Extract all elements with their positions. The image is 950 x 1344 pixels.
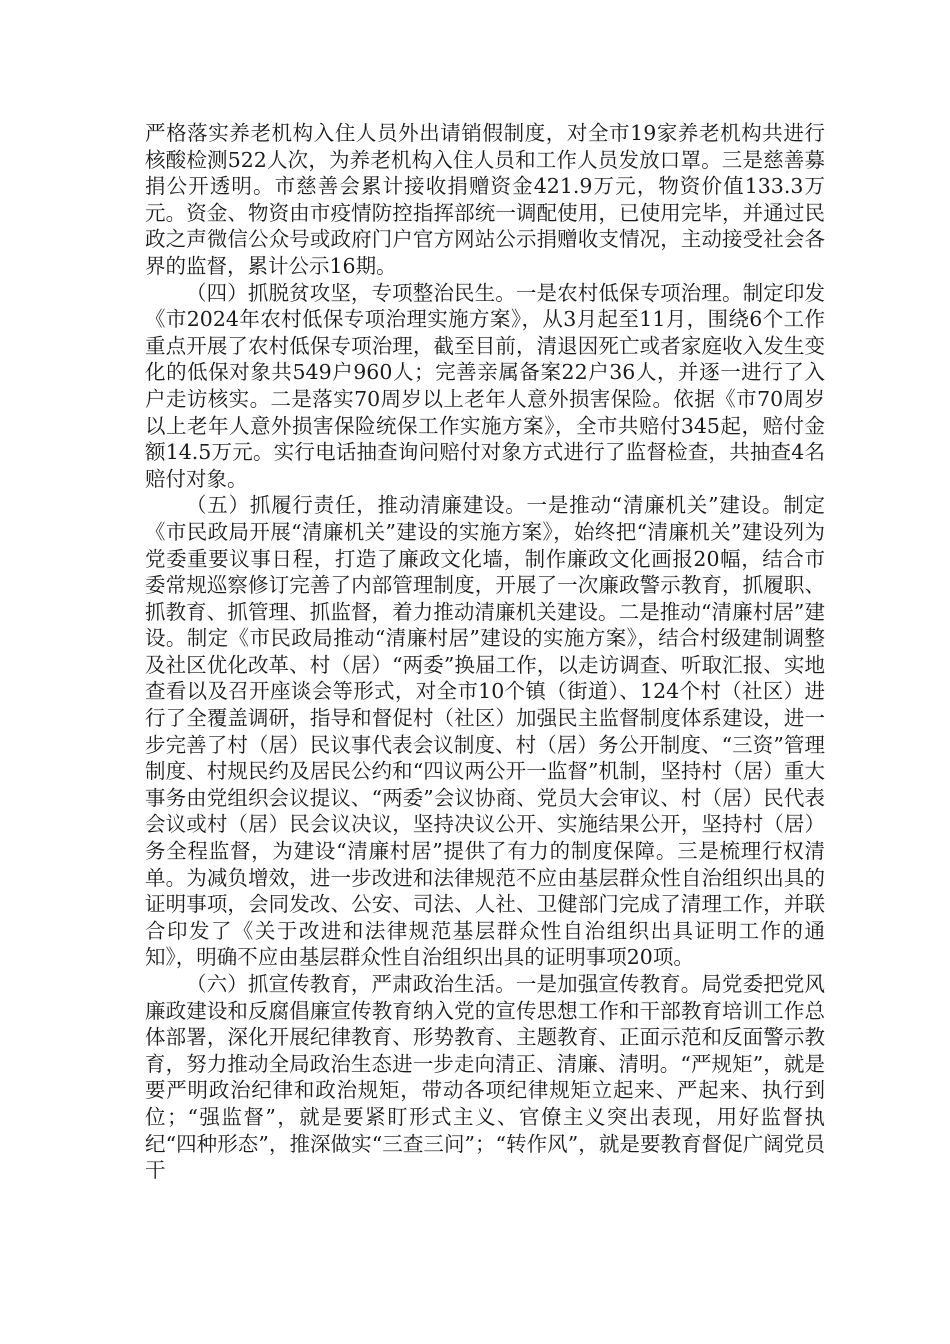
paragraph-2-poverty-alleviation: （四）抓脱贫攻坚，专项整治民生。一是农村低保专项治理。制定印发《市2024年农村低保专项治理实施方案》，从3月起至11月，围绕6个工作重点开展了农村低保专项治理，截至目前，清退因死亡或者家庭收入发生变化的低保对象共549户960人；完善亲属备案22户36人，并逐一进行了入户走访核实。二是落实70周岁以上老年人意外损害保险。依据《市70周岁以上老年人意外损害保险统保工作实施方案》，全市共赔付345起，赔付金额14.5万元。实行电话抽查询问赔付对象方式进行了监督检查，共抽查4名赔付对象。 bbox=[145, 280, 825, 491]
paragraph-3-clean-governance: （五）抓履行责任，推动清廉建设。一是推动“清廉机关”建设。制定《市民政局开展“清廉机关”建设的实施方案》，始终把“清廉机关”建设列为党委重要议事日程，打造了廉政文化墙，制作廉政文化画报20幅，结合市委常规巡察修订完善了内部管理制度，开展了一次廉政警示教育，抓履职、抓教育、抓管理、抓监督，着力推动清廉机关建设。二是推动“清廉村居”建设。制定《市民政局推动“清廉村居”建设的实施方案》，结合村级建制调整及社区优化改革、村（居）“两委”换届工作，以走访调查、听取汇报、实地查看以及召开座谈会等形式，对全市10个镇（街道）、124个村（社区）进行了全覆盖调研，指导和督促村（社区）加强民主监督制度体系建设，进一步完善了村（居）民议事代表会议制度、村（居）务公开制度、“三资”管理制度、村规民约及居民公约和“四议两公开一监督”机制，坚持村（居）重大事务由党组织会议提议、“两委”会议协商、党员大会审议、村（居）民代表会议或村（居）民会议决议，坚持决议公开、实施结果公开，坚持村（居）务全程监督，为建设“清廉村居”提供了有力的制度保障。三是梳理行权清单。为减负增效，进一步改进和法律规范不应由基层群众性自治组织出具的证明事项，会同发改、公安、司法、人社、卫健部门完成了清理工作，并联合印发了《关于改进和法律规范基层群众性自治组织出具证明工作的通知》，明确不应由基层群众性自治组织出具的证明事项20项。 bbox=[145, 493, 825, 970]
paragraph-1: 严格落实养老机构入住人员外出请销假制度，对全市19家养老机构共进行核酸检测522人次，为养老机构入住人员和工作人员发放口罩。三是慈善募捐公开透明。市慈善会累计接收捐赠资金421.9万元，物资价值133.3万元。资金、物资由市疫情防控指挥部统一调配使用，已使用完毕，并通过民政之声微信公众号或政府门户官方网站公示捐赠收支情况，主动接受社会各界的监督，累计公示16期。 bbox=[145, 121, 825, 278]
paragraph-4-publicity-education: （六）抓宣传教育，严肃政治生活。一是加强宣传教育。局党委把党风廉政建设和反腐倡廉宣传教育纳入党的宣传思想工作和干部教育培训工作总体部署，深化开展纪律教育、形势教育、主题教育、正面示范和反面警示教育，努力推动全局政治生态进一步走向清正、清廉、清明。“严规矩”，就是要严明政治纪律和政治规矩，带动各项纪律规矩立起来、严起来、执行到位；“强监督”，就是要紧盯形式主义、官僚主义突出表现，用好监督执纪“四种形态”，推深做实“三查三问”；“转作风”，就是要教育督促广阔党员干 bbox=[145, 972, 825, 1183]
document-body bbox=[145, 120, 825, 1184]
